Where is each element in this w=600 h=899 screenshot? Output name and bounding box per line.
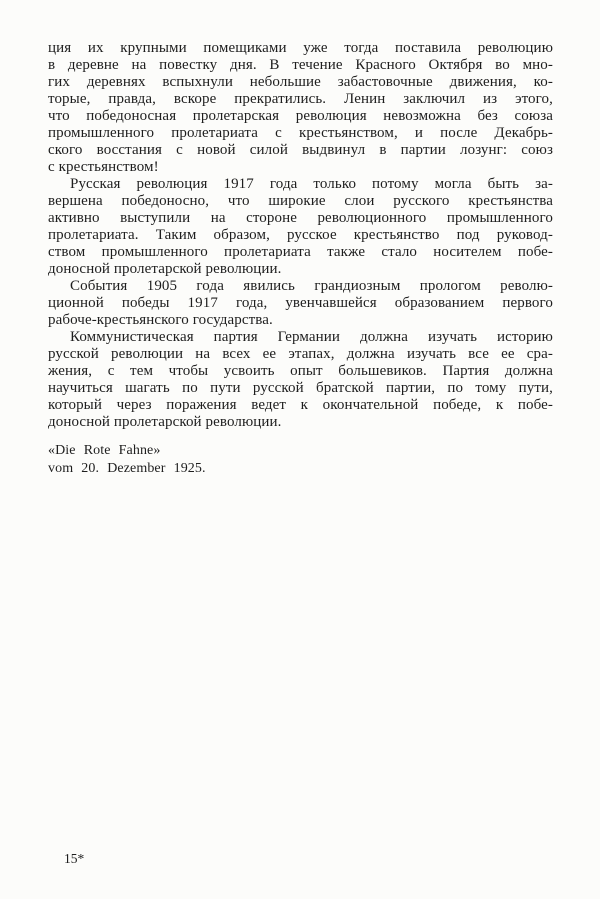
text-line: который через поражения ведет к окончательной победе, к побе- [48, 397, 553, 413]
text-line: гих деревнях вспыхнули небольшие забастовочные движения, ко- [48, 74, 553, 90]
text-line: ция их крупными помещиками уже тогда поставила революцию [48, 40, 553, 56]
text-line: с крестьянством! [48, 159, 159, 175]
text-line: доносной пролетарской революции. [48, 414, 282, 430]
text-line: научиться шагать по пути русской братской партии, по тому пути, [48, 380, 553, 396]
text-line: Русская революция 1917 года только потому могла быть за- [70, 176, 553, 192]
text-line: активно выступили на стороне революционного промышленного [48, 210, 553, 226]
citation-date: vom 20. Dezember 1925. [48, 461, 206, 476]
text-line: русской революции на всех ее этапах, должна изучать все ее сра- [48, 346, 553, 362]
signature-mark: 15* [64, 851, 85, 866]
text-line: пролетариата. Таким образом, русское крестьянство под руковод- [48, 227, 553, 243]
paragraph [48, 176, 553, 278]
paragraph [48, 329, 553, 431]
text-line: в деревне на повестку дня. В течение Красного Октября во мно- [48, 57, 553, 73]
text-line: ционной победы 1917 года, увенчавшейся образованием первого [48, 295, 553, 311]
text-line: Коммунистическая партия Германии должна изучать историю [70, 329, 553, 345]
paragraphs-container [48, 40, 553, 431]
text-line: События 1905 года явились грандиозным прологом револю- [70, 278, 553, 294]
text-line: торые, правда, вскоре прекратились. Ленин заключил из этого, [48, 91, 553, 107]
text-line: ского восстания с новой силой выдвинул в партии лозунг: союз [48, 142, 553, 158]
source-citation [48, 442, 553, 478]
text-line: жения, с тем чтобы усвоить опыт большевиков. Партия должна [48, 363, 553, 379]
text-line: рабоче-крестьянского государства. [48, 312, 273, 328]
citation-title: «Die Rote Fahne» [48, 443, 161, 458]
text-line: что победоносная пролетарская революция невозможна без союза [48, 108, 553, 124]
text-line: промышленного пролетариата с крестьянством, и после Декабрь- [48, 125, 553, 141]
text-line: ством промышленного пролетариата также стало носителем побе- [48, 244, 553, 260]
body-text [48, 40, 553, 478]
text-line: вершена победоносно, что широкие слои русского крестьянства [48, 193, 553, 209]
paragraph [48, 40, 553, 176]
text-line: доносной пролетарской революции. [48, 261, 282, 277]
paragraph [48, 278, 553, 329]
